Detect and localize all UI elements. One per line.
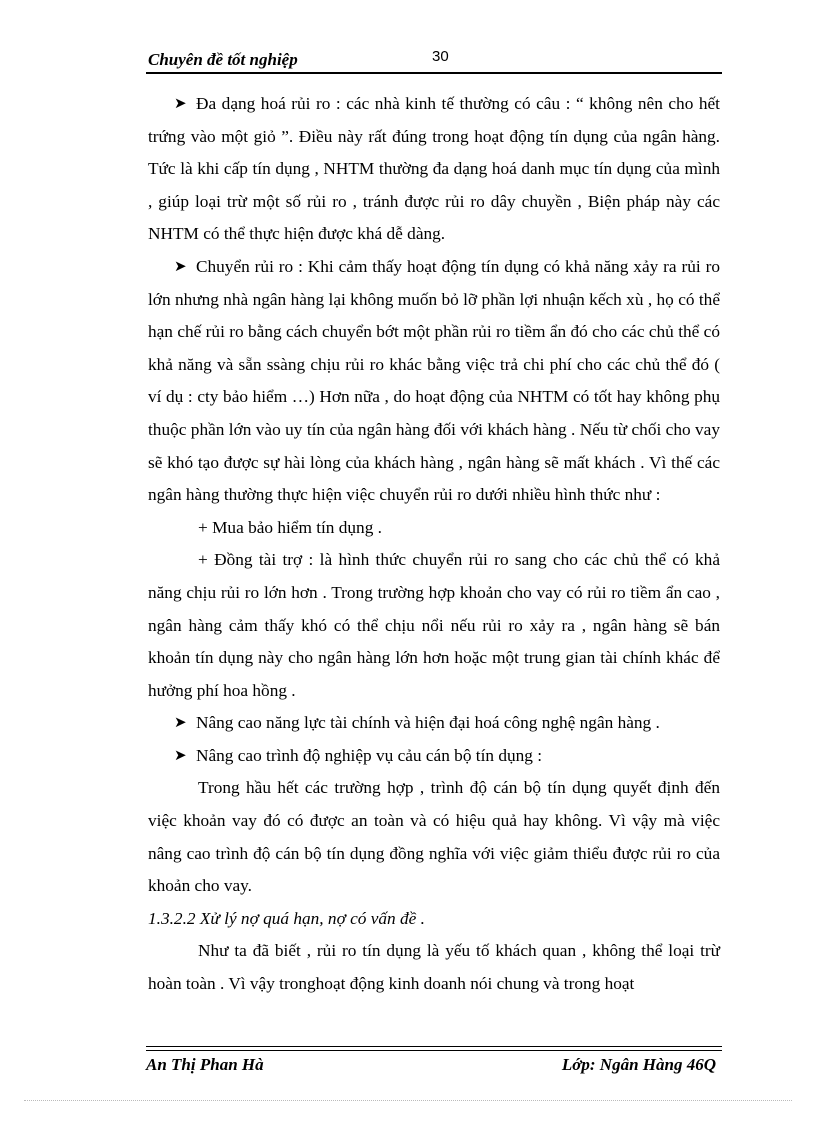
footer-class: Lớp: Ngân Hàng 46Q: [561, 1055, 716, 1074]
paragraph-diversify-risk: ➤ Đa dạng hoá rủi ro : các nhà kinh tế thường có câu : “ không nên cho hết trứng vào một giỏ ”. Điều này rất đúng trong hoạt động tín dụng của ngân hàng. Tức là khi cấp tín dụng , NHTM thường đa dạng hoá danh mục tín dụng của mình , giúp loại trừ một số rủi ro , tránh được rủi ro dây chuyền , Biện pháp này các NHTM có thể thực hiện được khá dễ dàng.: [148, 88, 720, 251]
page-footer: [146, 1046, 722, 1081]
paragraph-staff-detail: Trong hầu hết các trường hợp , trình độ cán bộ tín dụng quyết định đến việc khoản vay đó có được an toàn và có hiệu quả hay không. Vì vậy mà việc nâng cao trình độ cán bộ tín dụng đồng nghĩa với việc giảm thiểu được rủi ro của khoản cho vay.: [148, 778, 720, 896]
header-title: Chuyên đề tốt nghiệp: [148, 50, 298, 69]
paragraph-financial-capacity: ➤ Nâng cao năng lực tài chính và hiện đại hoá công nghệ ngân hàng .: [148, 707, 720, 740]
page-edge-divider: [24, 1100, 792, 1101]
section-heading: 1.3.2.2 Xử lý nợ quá hạn, nợ có vấn đề .: [148, 908, 425, 928]
page-header: [146, 46, 722, 74]
paragraph-overdue-debt: Như ta đã biết , rủi ro tín dụng là yếu tố khách quan , không thể loại trừ hoàn toàn . Vì vậy tronghoạt động kinh doanh nói chung và trong hoạt: [148, 941, 720, 994]
footer-author: An Thị Phan Hà: [146, 1055, 264, 1074]
page-number: 30: [432, 48, 449, 65]
paragraph-credit-insurance: + Mua bảo hiểm tín dụng .: [198, 517, 382, 537]
arrow-bullet-icon: ➤: [174, 713, 187, 732]
arrow-bullet-icon: ➤: [174, 94, 187, 112]
paragraph-transfer-risk: ➤ Chuyển rủi ro : Khi cảm thấy hoạt động tín dụng có khả năng xảy ra rủi ro lớn nhưng nhà ngân hàng lại không muốn bỏ lỡ phần lợi nhuận kếch xù , họ có thể hạn chế rủi ro bằng cách chuyển bớt một phần rủi ro tiềm ẩn đó cho các chủ thể có khả năng và sẵn ssàng chịu rủi ro khác bằng việc trả chi phí cho các chủ thể đó ( ví dụ : cty bảo hiểm …) Hơn nữa , do hoạt động của NHTM có tốt hay không phụ thuộc phần lớn vào uy tín của ngân hàng đối với khách hàng . Nếu từ chối cho vay sẽ khó tạo được sự hài lòng của khách hàng , ngân hàng sẽ mất khách . Vì thế các ngân hàng thường thực hiện việc chuyển rủi ro dưới nhiều hình thức như :: [148, 251, 720, 512]
arrow-bullet-icon: ➤: [174, 745, 187, 764]
paragraph-staff-training: ➤ Nâng cao trình độ nghiệp vụ cảu cán bộ tín dụng :: [148, 740, 720, 773]
paragraph-co-financing: + Đồng tài trợ : là hình thức chuyển rủi ro sang cho các chủ thể có khả năng chịu rủi ro lớn hơn . Trong trường hợp khoản cho vay có rủi ro tiềm ẩn cao , ngân hàng cảm thấy khó có thể chịu nổi nếu rủi ro xảy ra , ngân hàng sẽ bán khoản tín dụng này cho ngân hàng lớn hơn hoặc một trung gian tài chính khác để hưởng phí hoa hồng .: [148, 550, 720, 700]
arrow-bullet-icon: ➤: [174, 256, 187, 275]
document-body: [148, 88, 720, 1001]
